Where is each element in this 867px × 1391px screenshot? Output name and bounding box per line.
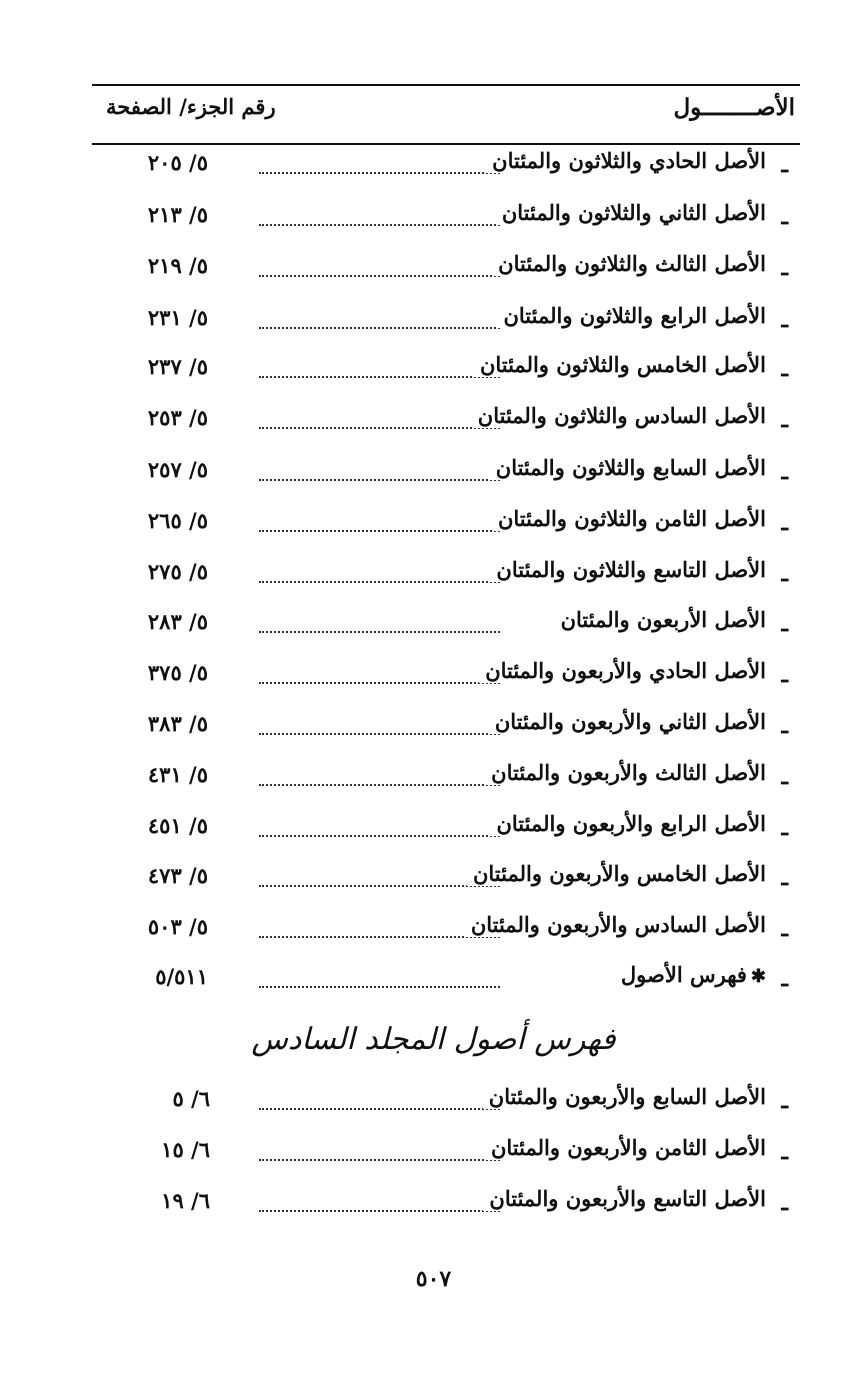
entry-title: الأصل السابع والأربعون والمئتان bbox=[483, 1084, 766, 1109]
header-top-rule bbox=[92, 84, 800, 86]
entry-title: الأصل الثامن والثلاثون والمئتان bbox=[492, 506, 766, 531]
entry-dash: ـ bbox=[781, 815, 788, 841]
entry-page: ٥/ ٢٠٥ bbox=[147, 150, 208, 175]
entry-page: ٥/ ٢٧٥ bbox=[147, 559, 208, 584]
entry-dash: ـ bbox=[781, 510, 788, 536]
entry-dash: ـ bbox=[781, 204, 788, 230]
entry-page: ٦/ ١٥ bbox=[161, 1137, 210, 1162]
entry-page: ٥/ ٢٣٧ bbox=[147, 354, 208, 379]
entry-title: الأصل السادس والثلاثون والمئتان bbox=[472, 403, 766, 428]
entry-dash: ـ bbox=[781, 407, 788, 433]
entry-page: ٥/ ٢١٩ bbox=[147, 253, 208, 278]
toc-entry bbox=[92, 403, 800, 443]
header-page-label: رقم الجزء/ الصفحة bbox=[106, 94, 276, 119]
entry-dash: ـ bbox=[781, 611, 788, 637]
entry-dash: ـ bbox=[781, 459, 788, 485]
toc-entry bbox=[92, 760, 800, 800]
toc-entry bbox=[92, 200, 800, 240]
toc-entry bbox=[92, 962, 800, 1002]
leader-dots bbox=[259, 427, 500, 429]
entry-page: ٥/ ٣٧٥ bbox=[147, 660, 208, 685]
leader-dots bbox=[259, 479, 500, 481]
entry-page: ٥/ ٤٣١ bbox=[147, 762, 208, 787]
entry-title: الأصل السابع والثلاثون والمئتان bbox=[490, 455, 766, 480]
entry-dash: ـ bbox=[781, 255, 788, 281]
entry-title: الأصل الثالث والثلاثون والمئتان bbox=[492, 251, 766, 276]
entry-title: الأصل الثامن والأربعون والمئتان bbox=[485, 1135, 766, 1160]
leader-dots bbox=[259, 885, 500, 887]
entry-dash: ـ bbox=[781, 713, 788, 739]
entry-page: ٥/ ٢٥٧ bbox=[147, 457, 208, 482]
toc-entry bbox=[92, 303, 800, 343]
toc-entry bbox=[92, 607, 800, 647]
leader-dots bbox=[259, 581, 500, 583]
entry-dash: ـ bbox=[781, 916, 788, 942]
entry-title: الأصل الخامس والثلاثون والمئتان bbox=[474, 352, 766, 377]
entry-title: الأصل الرابع والأربعون والمئتان bbox=[490, 811, 766, 836]
entry-dash: ـ bbox=[781, 1139, 788, 1165]
entry-page: ٥/ ٤٥١ bbox=[147, 813, 208, 838]
toc-entry bbox=[92, 557, 800, 597]
entry-page: ٦/ ٥ bbox=[172, 1086, 210, 1111]
entry-page: ٥/٥١١ bbox=[155, 964, 208, 989]
leader-dots bbox=[259, 530, 500, 532]
leader-dots bbox=[259, 1108, 500, 1110]
leader-dots bbox=[259, 224, 500, 226]
entry-page: ٥/ ٥٠٣ bbox=[147, 914, 208, 939]
leader-dots bbox=[259, 172, 500, 174]
entry-title: الأصل الأربعون والمئتان bbox=[555, 607, 766, 632]
toc-entry bbox=[92, 709, 800, 749]
leader-dots bbox=[259, 1159, 500, 1161]
volume-six-heading: فهرس أصول المجلد السادس bbox=[251, 1022, 616, 1057]
entry-dash: ـ bbox=[781, 1190, 788, 1216]
leader-dots bbox=[259, 327, 500, 329]
entry-page: ٥/ ٢٦٥ bbox=[147, 508, 208, 533]
entry-page: ٥/ ٤٧٣ bbox=[147, 863, 208, 888]
toc-entry bbox=[92, 352, 800, 392]
entry-title-text: فهرس الأصول bbox=[620, 962, 747, 987]
entry-page: ٥/ ٢٣١ bbox=[147, 305, 208, 330]
page-number: ٥٠٧ bbox=[415, 1266, 452, 1292]
entry-title bbox=[615, 962, 766, 987]
leader-dots bbox=[259, 631, 500, 633]
entry-title: الأصل الثاني والثلاثون والمئتان bbox=[496, 200, 766, 225]
entry-dash: ـ bbox=[781, 356, 788, 382]
toc-entry bbox=[92, 1135, 800, 1175]
entry-dash: ـ bbox=[781, 307, 788, 333]
toc-entry bbox=[92, 912, 800, 952]
header-bottom-rule bbox=[92, 143, 800, 145]
entry-dash: ـ bbox=[781, 865, 788, 891]
toc-entry bbox=[92, 861, 800, 901]
entry-title: الأصل الخامس والأربعون والمئتان bbox=[467, 861, 766, 886]
entry-title: الأصل الحادي والأربعون والمئتان bbox=[479, 658, 766, 683]
leader-dots bbox=[259, 733, 500, 735]
entry-title: الأصل الثالث والأربعون والمئتان bbox=[485, 760, 766, 785]
toc-entry bbox=[92, 658, 800, 698]
entry-page: ٥/ ٢٨٣ bbox=[147, 609, 208, 634]
toc-entry bbox=[92, 1186, 800, 1226]
entry-dash: ـ bbox=[781, 966, 788, 992]
toc-entry bbox=[92, 506, 800, 546]
entry-title: الأصل التاسع والثلاثون والمئتان bbox=[490, 557, 766, 582]
toc-entry bbox=[92, 455, 800, 495]
entry-title: الأصل الرابع والثلاثون والمئتان bbox=[497, 303, 766, 328]
header-topics-label: الأصــــــــول bbox=[673, 94, 795, 121]
toc-entry bbox=[92, 148, 800, 188]
entry-page: ٥/ ٢٥٣ bbox=[147, 405, 208, 430]
leader-dots bbox=[259, 986, 500, 988]
entry-dash: ـ bbox=[781, 764, 788, 790]
leader-dots bbox=[259, 682, 500, 684]
toc-entry bbox=[92, 811, 800, 851]
leader-dots bbox=[259, 275, 500, 277]
asterisk-icon: ✱ bbox=[750, 966, 766, 987]
leader-dots bbox=[259, 784, 500, 786]
entry-dash: ـ bbox=[781, 1088, 788, 1114]
entry-dash: ـ bbox=[781, 561, 788, 587]
leader-dots bbox=[259, 376, 500, 378]
entry-page: ٦/ ١٩ bbox=[161, 1188, 210, 1213]
entry-title: الأصل التاسع والأربعون والمئتان bbox=[483, 1186, 766, 1211]
entry-title: الأصل الحادي والثلاثون والمئتان bbox=[486, 148, 766, 173]
entry-page: ٥/ ٣٨٣ bbox=[147, 711, 208, 736]
leader-dots bbox=[259, 835, 500, 837]
entry-dash: ـ bbox=[781, 662, 788, 688]
entry-dash: ـ bbox=[781, 152, 788, 178]
toc-entry bbox=[92, 1084, 800, 1124]
entry-title: الأصل الثاني والأربعون والمئتان bbox=[489, 709, 766, 734]
entry-page: ٥/ ٢١٣ bbox=[147, 202, 208, 227]
leader-dots bbox=[259, 1210, 500, 1212]
entry-title: الأصل السادس والأربعون والمئتان bbox=[465, 912, 766, 937]
toc-entry bbox=[92, 251, 800, 291]
